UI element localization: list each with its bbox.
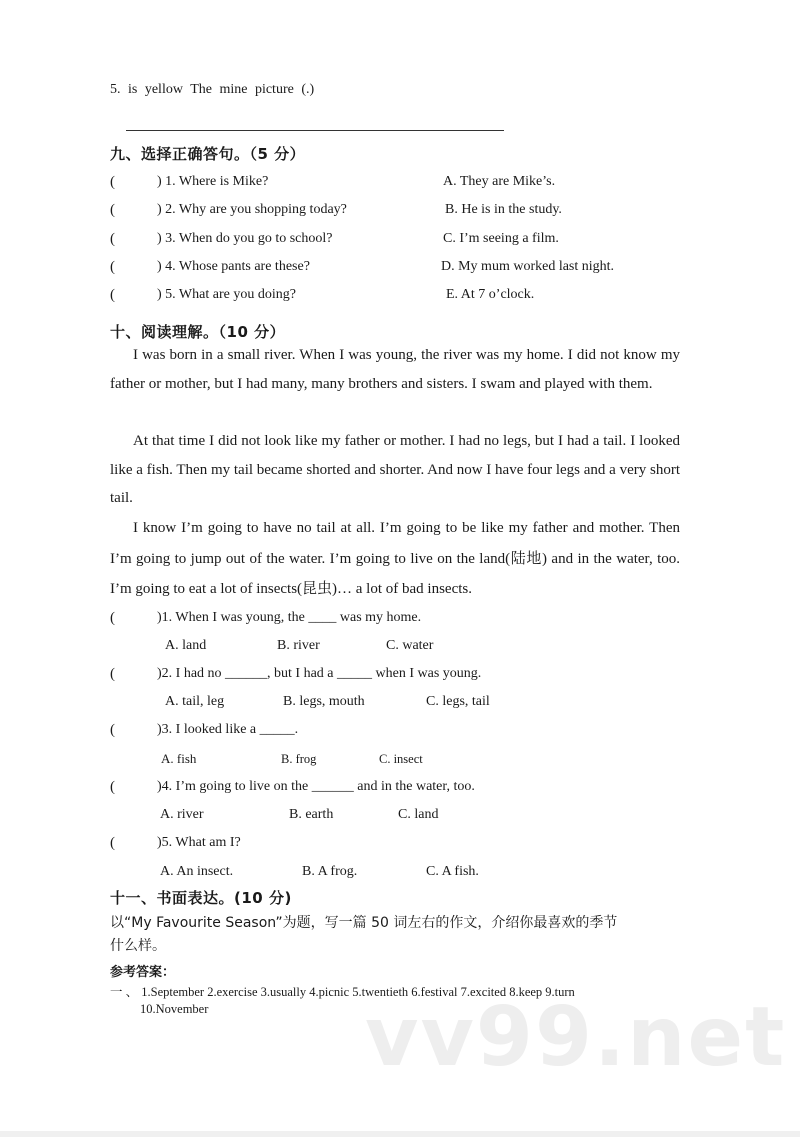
answer-line: [126, 130, 504, 131]
page-bottom-edge: [0, 1131, 800, 1137]
reading-question-4: )4. I’m going to live on the ______ and in the water, too.: [157, 779, 475, 794]
rq4-option-a: A. river: [160, 807, 204, 822]
reading-paragraph-2: At that time I did not look like my father or mother. I had no legs, but I had a tail. I looked like a fish. Then my tail became shorted and shorter. And now I have four legs and a very short tail.: [110, 433, 680, 507]
s9-question-5: ) 5. What are you doing?: [157, 287, 296, 302]
answer-key-line-1: 一 、 1.September 2.exercise 3.usually 4.picnic 5.twentieth 6.festival 7.excited 8.keep 9.turn: [110, 985, 575, 999]
reading-question-2: )2. I had no ______, but I had a _____ when I was young.: [157, 666, 482, 681]
rq3-option-c: C. insect: [379, 752, 423, 766]
section-9-title: 九、选择正确答句。（5 分）: [110, 145, 306, 163]
rq2-option-c: C. legs, tail: [426, 694, 490, 709]
writing-prompt-line-2: 什么样。: [110, 938, 166, 954]
rq1-option-a: A. land: [165, 638, 207, 653]
rq1-option-b: B. river: [277, 638, 320, 653]
s9-option-a: A. They are Mike’s.: [443, 174, 556, 189]
reading-question-5: )5. What am I?: [157, 835, 241, 850]
rq4-option-b: B. earth: [289, 807, 334, 822]
writing-prompt-line-1: 以“My Favourite Season”为题，写一篇 50 词左右的作文，介绍你最喜欢的季节: [110, 915, 618, 931]
answer-paren: (: [110, 666, 115, 682]
rq5-option-b: B. A frog.: [302, 864, 358, 879]
rq2-option-a: A. tail, leg: [165, 694, 225, 709]
rq3-option-a: A. fish: [161, 751, 197, 766]
rq1-option-c: C. water: [386, 638, 434, 653]
s9-question-4: ) 4. Whose pants are these?: [157, 259, 310, 274]
answer-paren: (: [110, 259, 115, 275]
answer-paren: (: [110, 231, 115, 247]
reading-paragraph-1: I was born in a small river. When I was young, the river was my home. I did not know my father or mother, but I had many, many brothers and sisters. I swam and played with them.: [110, 347, 680, 392]
answer-paren: (: [110, 610, 115, 626]
answer-paren: (: [110, 287, 115, 303]
s9-question-2: ) 2. Why are you shopping today?: [157, 202, 347, 217]
answer-paren: (: [110, 202, 115, 218]
s9-question-1: ) 1. Where is Mike?: [157, 174, 269, 189]
reading-question-1: )1. When I was young, the ____ was my home.: [157, 610, 422, 625]
rq3-option-b: B. frog: [281, 752, 317, 766]
s9-option-b: B. He is in the study.: [445, 202, 562, 217]
watermark: vv99.net: [365, 990, 787, 1085]
answer-key-line-2: 10.November: [140, 1002, 209, 1016]
rq5-option-c: C. A fish.: [426, 864, 479, 879]
answer-paren: (: [110, 779, 115, 795]
answer-paren: (: [110, 835, 115, 851]
reading-question-3: )3. I looked like a _____.: [157, 722, 299, 737]
reading-paragraph-3: I know I’m going to have no tail at all. I’m going to be like my father and mother. Then I’m going to jump out of the water. I’m going to live on the land(陆地) and in the water, too. I’m going to eat a lot of insects(昆虫)… a lot of bad insects.: [110, 520, 680, 597]
rq2-option-b: B. legs, mouth: [283, 694, 365, 709]
reorder-item-5: 5. is yellow The mine picture (.): [110, 82, 315, 97]
answer-paren: (: [110, 174, 115, 190]
s9-option-c: C. I’m seeing a film.: [443, 231, 559, 246]
rq4-option-c: C. land: [398, 807, 439, 822]
s9-option-d: D. My mum worked last night.: [441, 259, 615, 274]
section-11-title: 十一、书面表达。(10 分): [110, 889, 292, 907]
s9-question-3: ) 3. When do you go to school?: [157, 231, 333, 246]
s9-option-e: E. At 7 o’clock.: [446, 287, 535, 302]
section-10-title: 十、阅读理解。（10 分）: [110, 323, 286, 341]
rq5-option-a: A. An insect.: [160, 864, 234, 879]
answer-paren: (: [110, 722, 115, 738]
answer-key-title: 参考答案：: [110, 965, 176, 980]
